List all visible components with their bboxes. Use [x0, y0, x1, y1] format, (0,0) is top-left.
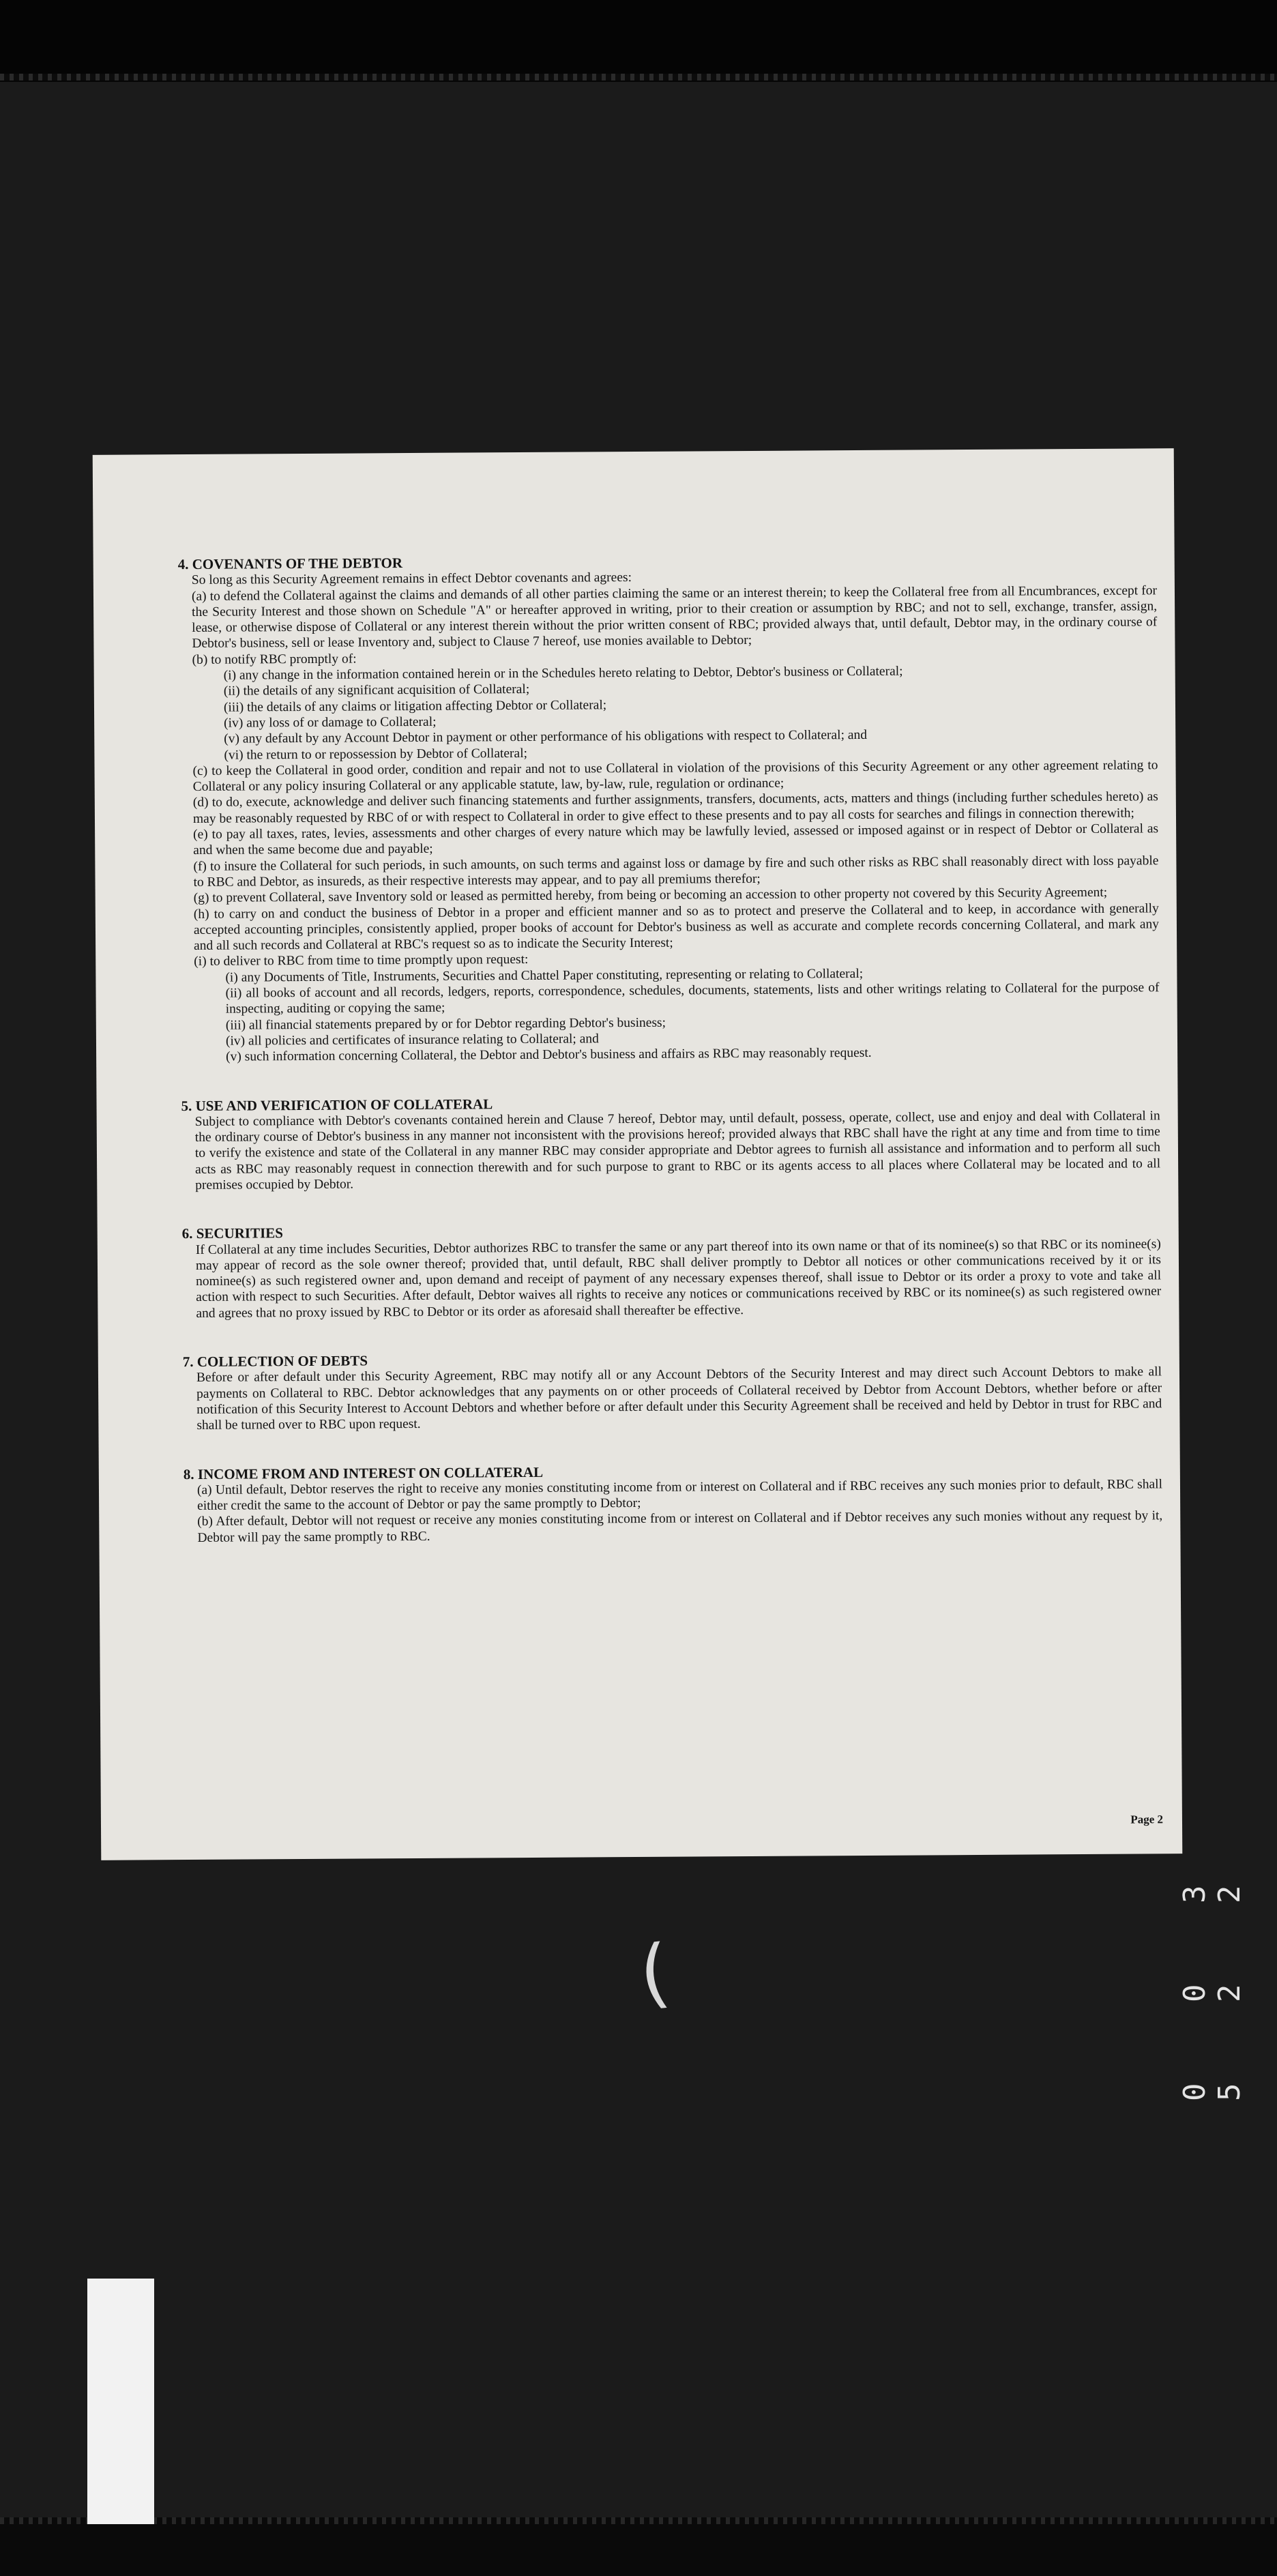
paragraph: Before or after default under this Security Agreement, RBC may notify all or any Account Debtors of the Security Interest and may direct such Account Debtors to make all payments on Collateral to RBC. Debtor acknowledges that any payments on or other proceeds of Collateral received by Debtor from Account Debtors, whether before or after notification of this Security Interest to Account Debtors and whether before or after default under this Security Agreement shall be received and held by Debtor in trust for RBC and shall be turned over to RBC upon request. — [196, 1364, 1162, 1433]
section — [181, 1092, 1160, 1194]
section-title: 5. USE AND VERIFICATION OF COLLATERAL — [181, 1095, 493, 1114]
paragraph: (b) After default, Debtor will not request or receive any monies constituting income from or interest on Collateral and if Debtor receives any such monies without any request by it, Debtor will pay the same promptly to RBC. — [197, 1508, 1163, 1545]
film-bottom-border — [0, 2524, 1277, 2576]
paragraph: (iv) all policies and certificates of insurance relating to Collateral; and — [225, 1031, 599, 1049]
section — [183, 1348, 1162, 1433]
film-leader-strip — [87, 2279, 154, 2524]
section — [178, 551, 1160, 1065]
paragraph: (e) to pay all taxes, rates, levies, assessments and other charges of every nature which may be lawfully levied, assessed or imposed against or in respect of Debtor or Collateral as and when the same become due and payable; — [193, 821, 1159, 858]
paragraph: (ii) all books of account and all records, ledgers, reports, correspondence, schedules, documents, statements, lists and other writings relating to Collateral for the purpose of inspecting, auditing or copying the same; — [225, 980, 1160, 1016]
paragraph: (iii) the details of any claims or litigation affecting Debtor or Collateral; — [223, 697, 607, 715]
film-sprocket-edge-bottom — [0, 2517, 1277, 2524]
section-title: 4. COVENANTS OF THE DEBTOR — [177, 555, 403, 573]
paragraph: (iv) any loss of or damage to Collateral; — [224, 714, 437, 731]
paragraph: If Collateral at any time includes Securities, Debtor authorizes RBC to transfer the same or any part thereof into its own name or that of its nominee(s) so that RBC or its nominee(s) may appear of record as the sole owner thereof; provided that, until default, RBC shall deliver promptly to Debtor all notices or other communications received by it or its nominee(s) as such registered owner and, upon demand and receipt of payment of any necessary expenses thereof, shall issue to Debtor or its order a proxy to vote and take all action with respect to such Securities. After default, Debtor waives all rights to receive any notices or communications received by RBC or its nominee(s) as such registered owner and agrees that no proxy issued by RBC to Debtor or its order as aforesaid shall thereafter be effective. — [195, 1236, 1162, 1321]
document-page — [93, 448, 1183, 1860]
paragraph: (i) any Documents of Title, Instruments, Securities and Chattel Paper constituting, representing or relating to Collateral; — [225, 966, 864, 985]
paragraph: (vi) the return to or repossession by Debtor of Collateral; — [224, 746, 528, 763]
paragraph: (iii) all financial statements prepared by or for Debtor regarding Debtor's business; — [225, 1015, 666, 1033]
paragraph: (d) to do, execute, acknowledge and deliver such financing statements and further assignments, transfers, documents, acts, matters and things (including further schedules hereto) as may be reasonably requested by RBC of or with respect to Collateral in order to give effect to these presents and to pay all costs for searches and filings in connection therewith; — [192, 789, 1158, 826]
frame-number: 0 0 3 5 2 2 — [1177, 1854, 1247, 2101]
section-title: 8. INCOME FROM AND INTEREST ON COLLATERAL — [183, 1463, 544, 1482]
paragraph: So long as this Security Agreement remains in effect Debtor covenants and agrees: — [191, 570, 632, 588]
section-title: 7. COLLECTION OF DEBTS — [182, 1352, 368, 1371]
film-top-border — [0, 0, 1277, 82]
section-gap — [182, 1315, 1161, 1354]
section-gap — [183, 1428, 1162, 1467]
paragraph: (b) to notify RBC promptly of: — [192, 652, 357, 667]
paragraph: (f) to insure the Collateral for such periods, in such amounts, on such terms and against loss or damage by fire and such other risks as RBC shall reasonably direct with loss payable to RBC and Debtor, as insureds, as their respective interests may appear, and to pay all premiums therefor; — [193, 853, 1159, 890]
paragraph: (ii) the details of any significant acquisition of Collateral; — [223, 682, 530, 699]
paragraph: (i) to deliver to RBC from time to time promptly upon request: — [194, 952, 529, 969]
section-gap — [181, 1059, 1160, 1098]
section — [184, 1461, 1163, 1546]
stray-mark: ( — [635, 1928, 674, 2018]
paragraph: (v) such information concerning Collateral, the Debtor and Debtor's business and affairs as RBC may reasonably request. — [226, 1046, 872, 1064]
paragraph: (c) to keep the Collateral in good order, condition and repair and not to use Collateral in violation of the provisions of this Security Agreement or any other agreement relating to Collateral or any policy insuring Collateral or any applicable statute, law, by-law, rule, regulation or ordinance; — [192, 758, 1158, 795]
paragraph: (a) to defend the Collateral against the claims and demands of all other parties claiming the same or an interest therein; to keep the Collateral free from all Encumbrances, except for the Security Interest and those shown on Schedule "A" or hereafter approved in writing, prior to their creation or assumption by RBC; and not to sell, exchange, transfer, assign, lease, or otherwise dispose of Collateral or any interest therein without the prior written consent of RBC; provided always that, until default, Debtor may, in the ordinary course of Debtor's business, sell or lease Inventory and, subject to Clause 7 hereof, use monies available to Debtor; — [191, 583, 1158, 652]
paragraph: Subject to compliance with Debtor's covenants contained herein and Clause 7 hereof, Debtor may, until default, possess, operate, collect, use and enjoy and deal with Collateral in the ordinary course of Debtor's business in any manner not inconsistent with the provisions hereof; provided always that RBC shall have the right at any time and from time to time to verify the existence and state of the Collateral in any manner RBC may consider appropriate and Debtor agrees to furnish all assistance and information and to perform all such acts as RBC may reasonably request in connection therewith and for such purpose to grant to RBC or its agents access to all places where Collateral may be located and to all premises occupied by Debtor. — [194, 1109, 1161, 1192]
paragraph: (v) any default by any Account Debtor in payment or other performance of his obligations with respect to Collateral; and — [224, 728, 868, 746]
film-sprocket-edge — [0, 74, 1277, 80]
section — [182, 1220, 1162, 1322]
paragraph: (g) to prevent Collateral, save Inventory sold or leased as permitted hereby, from being or becoming an accession to other property not covered by this Security Agreement; — [193, 886, 1108, 906]
paragraph: (h) to carry on and conduct the business of Debtor in a proper and efficient manner and so as to protect and preserve the Collateral and to keep, in accordance with generally accepted accounting principles, consistently applied, proper books of account for Debtor's business as well as accurate and complete records concerning Collateral, and mark any and all such records and Collateral at RBC's request so as to indicate the Security Interest; — [193, 901, 1160, 954]
paragraph: (a) Until default, Debtor reserves the right to receive any monies constituting income from or interest on Collateral and if RBC receives any such monies prior to default, RBC shall either credit the same to the account of Debtor or pay the same promptly to Debtor; — [196, 1477, 1163, 1514]
page-number: Page 2 — [1130, 1813, 1164, 1826]
section-title: 6. SECURITIES — [181, 1225, 284, 1242]
section-gap — [181, 1188, 1160, 1227]
document-body — [178, 551, 1163, 1546]
paragraph: (i) any change in the information contained herein or in the Schedules hereto relating to Debtor, Debtor's business or Collateral; — [223, 664, 903, 683]
